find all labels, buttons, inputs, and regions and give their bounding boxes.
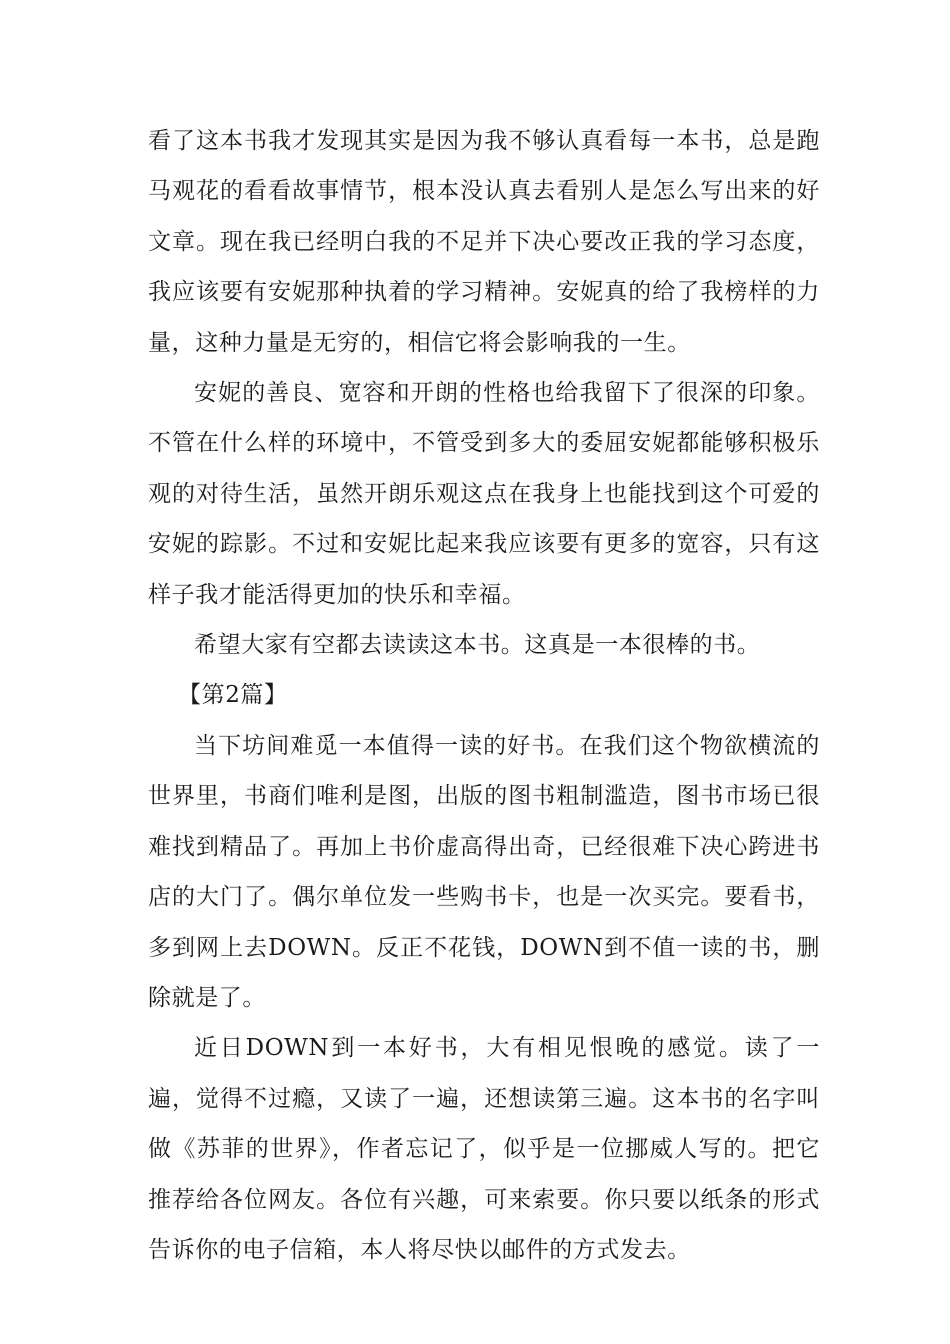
section-heading: 【第2篇】 (178, 682, 288, 709)
paragraph-3: 希望大家有空都去读读这本书。这真是一本很棒的书。 (194, 632, 761, 659)
paragraph-1: 看了这本书我才发现其实是因为我不够认真看每一本书，总是跑马观花的看看故事情节，根本没认真去看别人是怎么写出来的好文章。现在我已经明白我的不足并下决心要改正我的学习态度，我应该要有安妮那种执着的学习精神。安妮真的给了我榜样的力量，这种力量是无穷的，相信它将会影响我的一生。 (148, 128, 820, 356)
paragraph-5: 近日DOWN到一本好书，大有相见恨晚的感觉。读了一遍，觉得不过瘾，又读了一遍，还想读第三遍。这本书的名字叫做《苏菲的世界》，作者忘记了，似乎是一位挪威人写的。把它推荐给各位网友。各位有兴趣，可来索要。你只要以纸条的形式告诉你的电子信箱，本人将尽快以邮件的方式发去。 (148, 1035, 820, 1263)
paragraph-2: 安妮的善良、宽容和开朗的性格也给我留下了很深的印象。不管在什么样的环境中，不管受到多大的委屈安妮都能够积极乐观的对待生活，虽然开朗乐观这点在我身上也能找到这个可爱的安妮的踪影。不过和安妮比起来我应该要有更多的宽容，只有这样子我才能活得更加的快乐和幸福。 (148, 380, 820, 608)
document-body (148, 116, 820, 1275)
paragraph-4: 当下坊间难觅一本值得一读的好书。在我们这个物欲横流的世界里，书商们唯利是图，出版的图书粗制滥造，图书市场已很难找到精品了。再加上书价虚高得出奇，已经很难下决心跨进书店的大门了。偶尔单位发一些购书卡，也是一次买完。要看书，多到网上去DOWN。反正不花钱，DOWN到不值一读的书，删除就是了。 (148, 732, 820, 1011)
